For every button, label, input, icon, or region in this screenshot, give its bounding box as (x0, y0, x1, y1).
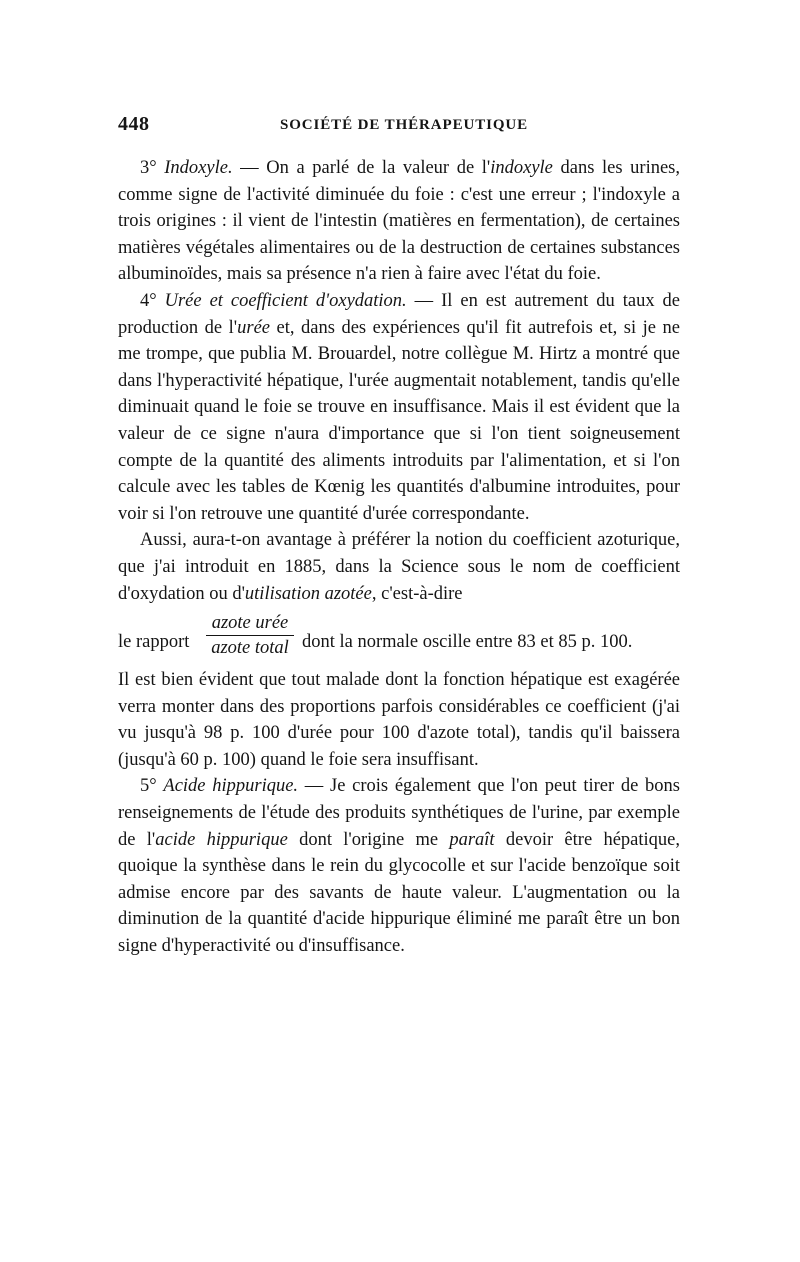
fraction-numerator: azote urée (206, 613, 294, 636)
section-number: 3° (140, 158, 157, 178)
page-header (118, 113, 683, 143)
formula-line (118, 607, 680, 667)
paragraph-uree (118, 288, 680, 527)
emphasis-text: paraît (449, 829, 495, 850)
page-number: 448 (118, 113, 150, 135)
running-title: SOCIÉTÉ DE THÉRAPEUTIQUE (280, 117, 529, 133)
section-title: Urée et coefficient d'oxydation. (164, 290, 407, 311)
formula-suffix: dont la normale oscille entre 83 et 85 p. 100. (302, 632, 633, 653)
paragraph-text: et, dans des expériences qu'il fit autrefois et, si je ne me trompe, que publia M. Brouardel, notre collègue M. Hirtz a montré que dans l'hyperactivité hépatique, l'urée augmentait notablement, tandis qu'elle diminuait quand le foie se trouve en insuffisance. Mais il est évident que la valeur de ce signe n'aura d'importance que si l'on tient soigneusement compte de la quantité des aliments introduits par l'alimentation, et si l'on calcule avec les tables de Kœnig les quantités d'albumine introduites, pour voir si l'on retrouve une quantité d'urée correspondante. (118, 317, 680, 524)
fraction-denominator: azote total (211, 638, 289, 659)
page-body (118, 155, 680, 960)
emphasis-text: acide hippurique (155, 829, 288, 850)
paragraph-text: Aussi, aura-t-on avantage à préférer la notion du coefficient azoturique, que j'ai introduit en 1885, dans la Science sous le nom de coefficient d'oxydation ou d' (118, 530, 680, 604)
fraction (206, 613, 294, 658)
paragraph-coefficient (118, 527, 680, 607)
paragraph-text: — Il en est autrement du taux de production de l' (118, 290, 680, 338)
paragraph-text: dans les urines, comme signe de l'activité diminuée du foie : c'est une erreur ; l'indoxyle a trois origines : il vient de l'intestin (matières en fermentation), de certaines matières végétales alimentaires ou de la destruction de certaines substances albuminoïdes, mais sa présence n'a rien à faire avec l'état du foie. (118, 158, 680, 285)
section-number: 5° (140, 776, 157, 797)
paragraph-malade: Il est bien évident que tout malade dont la fonction hépatique est exagérée verra monter dans des proportions parfois considérables ce coefficient (j'ai vu jusqu'à 98 p. 100 d'urée pour 100 d'azote total), tandis qu'il baissera (jusqu'à 60 p. 100) quand le foie sera insuffisant. (118, 670, 680, 770)
section-number: 4° (140, 290, 157, 311)
emphasis-text: urée (237, 317, 271, 338)
paragraph-text: devoir être hépatique, quoique la synthèse dans le rein du glycocolle et sur l'acide benzoïque soit admise encore par des savants de haute valeur. L'augmentation ou la diminution de la quantité d'acide hippurique éliminé me paraît être un bon signe d'hyperactivité ou d'insuffisance. (118, 829, 680, 957)
paragraph-text: , c'est-à-dire (371, 583, 463, 604)
emphasis-text: utilisation azotée (244, 583, 372, 604)
formula-prefix: le rapport (118, 632, 190, 653)
paragraph-text: dont l'origine me (287, 829, 450, 850)
paragraph-text: — On a parlé de la valeur de l' (232, 158, 491, 178)
paragraph-text: — Je crois également que l'on peut tirer de bons renseignements de l'étude des produits synthétiques de l'urine, par exemple de l' (118, 776, 680, 850)
section-title: Indoxyle. (164, 158, 233, 178)
paragraph-acide-hippurique (118, 773, 680, 959)
emphasis-text: indoxyle (490, 158, 553, 178)
paragraph-indoxyle (118, 155, 680, 288)
section-title: Acide hippurique. (163, 776, 299, 797)
